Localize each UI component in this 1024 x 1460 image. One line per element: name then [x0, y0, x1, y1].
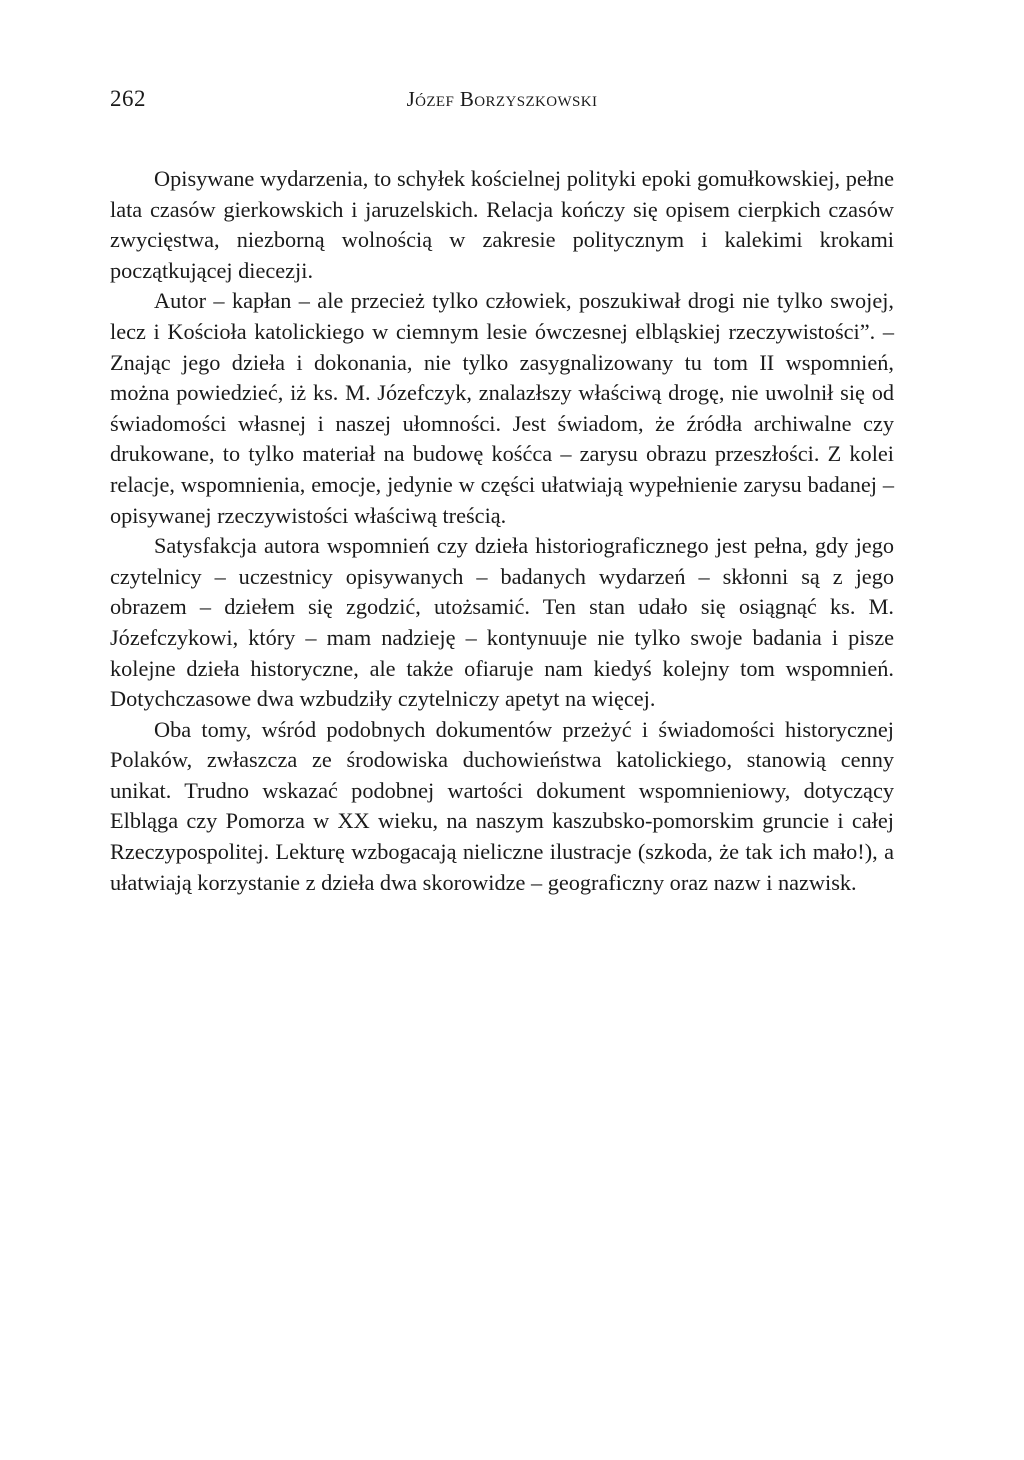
paragraph: Opisywane wydarzenia, to schyłek kościelnej polityki epoki gomułkowskiej, pełne lata czasów gierkowskich i jaruzelskich. Relacja kończy się opisem cierpkich czasów zwycięstwa, niezborną wolnością w zakresie politycznym i kalekimi krokami początkującej diecezji. — [110, 166, 894, 283]
running-title: Józef Borzyszkowski — [406, 87, 598, 111]
page-number: 262 — [110, 86, 146, 111]
paragraph: Satysfakcja autora wspomnień czy dzieła historiograficznego jest pełna, gdy jego czytelnicy – uczestnicy opisywanych – badanych wydarzeń – skłonni są z jego obrazem – dziełem się zgodzić, utożsamić. Ten stan udało się osiągnąć ks. M. Józefczykowi, który – mam nadzieję – kontynuuje nie tylko swoje badania i pisze kolejne dzieła historyczne, ale także ofiaruje nam kiedyś kolejny tom wspomnień. Dotychczasowe dwa wzbudziły czytelniczy apetyt na więcej. — [110, 533, 894, 712]
body-text — [110, 164, 894, 898]
running-head — [110, 86, 894, 126]
paragraph: Autor – kapłan – ale przecież tylko człowiek, poszukiwał drogi nie tylko swojej, lecz i Kościoła katolickiego w ciemnym lesie ówczesnej elbląskiej rzeczywistości”. – Znając jego dzieła i dokonania, nie tylko zasygnalizowany tu tom II wspomnień, można powiedzieć, iż ks. M. Józefczyk, znalazłszy właściwą drogę, nie uwolnił się od świadomości własnej i naszej ułomności. Jest świadom, że źródła archiwalne czy drukowane, to tylko materiał na budowę kośćca – zarysu obrazu przeszłości. Z kolei relacje, wspomnienia, emocje, jedynie w części ułatwiają wypełnienie zarysu badanej – opisywanej rzeczywistości właściwą treścią. — [110, 288, 894, 528]
paragraph: Oba tomy, wśród podobnych dokumentów przeżyć i świadomości historycznej Polaków, zwłaszcza ze środowiska duchowieństwa katolickiego, stanowią cenny unikat. Trudno wskazać podobnej wartości dokument wspomnieniowy, dotyczący Elbląga czy Pomorza w XX wieku, na naszym kaszubsko-pomorskim gruncie i całej Rzeczypospolitej. Lekturę wzbogacają nieliczne ilustracje (szkoda, że tak ich mało!), a ułatwiają korzystanie z dzieła dwa skorowidze – geograficzny oraz nazw i nazwisk. — [110, 716, 894, 895]
